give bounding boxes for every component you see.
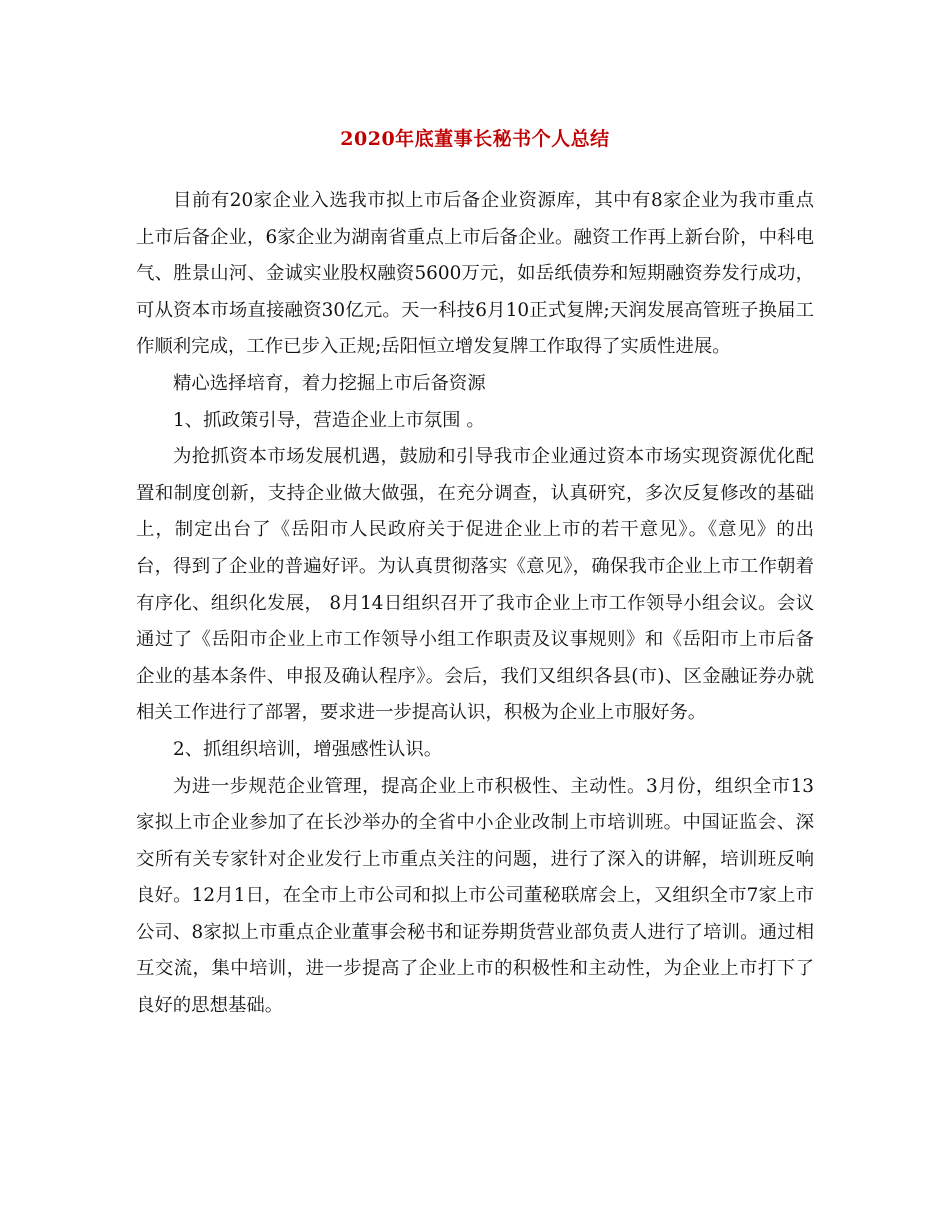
paragraph-section-heading: 精心选择培育，着力挖掘上市后备资源: [173, 372, 486, 394]
paragraph-item-2-heading: 2、抓组织培训，增强感性认识。: [173, 738, 443, 760]
document-body: [136, 183, 814, 1025]
paragraph-item-1-heading: 1、抓政策引导，营造企业上市氛围 。: [173, 409, 485, 431]
paragraph-item-1-body: 为抢抓资本市场发展机遇，鼓励和引导我市企业通过资本市场实现资源优化配置和制度创新，支持企业做大做强，在充分调查，认真研究，多次反复修改的基础上，制定出台了《岳阳市人民政府关于促进企业上市的若干意见》。《意见》的出台，得到了企业的普遍好评。为认真贯彻落实《意见》，确保我市企业上市工作朝着有序化、组织化发展， 8月14日组织召开了我市企业上市工作领导小组会议。会议通过了《岳阳市企业上市工作领导小组工作职责及议事规则》和《岳阳市上市后备企业的基本条件、申报及确认程序》。会后，我们又组织各县(市)、区金融证券办就相关工作进行了部署，要求进一步提高认识，积极为企业上市服好务。: [136, 446, 814, 724]
document-title: 2020年底董事长秘书个人总结: [340, 128, 610, 150]
paragraph-item-2-body: 为进一步规范企业管理，提高企业上市积极性、主动性。3月份，组织全市13家拟上市企业参加了在长沙举办的全省中小企业改制上市培训班。中国证监会、深交所有关专家针对企业发行上市重点关注的问题，进行了深入的讲解，培训班反响良好。12月1日，在全市上市公司和拟上市公司董秘联席会上，又组织全市7家上市公司、8家拟上市重点企业董事会秘书和证券期货营业部负责人进行了培训。通过相互交流，集中培训，进一步提高了企业上市的积极性和主动性，为企业上市打下了良好的思想基础。: [136, 775, 814, 1017]
paragraph-summary: 目前有20家企业入选我市拟上市后备企业资源库，其中有8家企业为我市重点上市后备企业，6家企业为湖南省重点上市后备企业。融资工作再上新台阶，中科电气、胜景山河、金诚实业股权融资5600万元，如岳纸债券和短期融资券发行成功，可从资本市场直接融资30亿元。天一科技6月10正式复牌;天润发展高管班子换届工作顺利完成，工作已步入正规;岳阳恒立增发复牌工作取得了实质性进展。: [136, 190, 814, 358]
